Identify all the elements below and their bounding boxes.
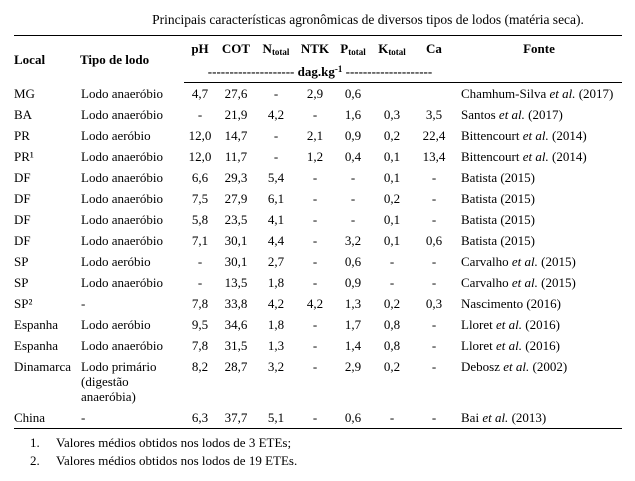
fonte-author: Chamhum-Silva	[461, 86, 550, 102]
cell-ntk: -	[312, 338, 318, 354]
table-row	[14, 356, 622, 407]
cell-fonte	[456, 209, 622, 230]
cell-local: SP	[14, 254, 29, 270]
cell-ptotal: 0,6	[344, 254, 362, 270]
fonte-author: Nascimento (2016)	[461, 296, 562, 312]
fonte-year: (2015)	[537, 254, 576, 270]
unit-dashes-left: --------------------	[207, 64, 298, 80]
cell-ca: 3,5	[425, 107, 443, 123]
cell-tipo-de-lodo: Lodo anaeróbio	[81, 85, 163, 101]
cell-ph: 12,0	[188, 149, 212, 165]
cell-ntotal: -	[273, 149, 279, 165]
cell-tipo-de-lodo: Lodo anaeróbio	[81, 275, 163, 291]
fonte-author: Carvalho	[461, 275, 512, 291]
cell-ph: 9,5	[191, 317, 209, 333]
cell-cot: 34,6	[224, 317, 248, 333]
cell-ptotal: 2,9	[344, 359, 362, 375]
cell-ntk: -	[312, 191, 318, 207]
cell-cot: 30,1	[224, 233, 248, 249]
cell-cot: 21,9	[224, 107, 248, 123]
cell-cot: 27,6	[224, 86, 248, 102]
cell-ph: 7,5	[191, 191, 209, 207]
cell-ntotal: 1,3	[267, 338, 285, 354]
fonte-author: Bittencourt	[461, 149, 523, 165]
cell-ptotal: 1,7	[344, 317, 362, 333]
cell-cot: 30,1	[224, 254, 248, 270]
fonte-year: (2013)	[508, 410, 547, 426]
cell-ph: 6,6	[191, 170, 209, 186]
cell-ntk: -	[312, 317, 318, 333]
cell-ntk: -	[312, 233, 318, 249]
cell-ktotal: 0,1	[383, 149, 401, 165]
cell-ca: -	[431, 191, 437, 207]
cell-ptotal: 0,6	[344, 410, 362, 426]
cell-local: DF	[14, 233, 31, 249]
cell-ca: -	[431, 317, 437, 333]
cell-ca: 0,6	[425, 233, 443, 249]
cell-ntotal: 4,1	[267, 212, 285, 228]
cell-local: MG	[14, 85, 35, 101]
ntotal-subscript: total	[271, 47, 290, 58]
cell-ktotal: -	[389, 275, 395, 291]
cell-cot: 14,7	[224, 128, 248, 144]
ktotal-symbol: K	[378, 41, 389, 57]
ptotal-symbol: P	[340, 41, 349, 57]
ntotal-symbol: N	[262, 41, 272, 57]
cell-ph: 6,3	[191, 410, 209, 426]
cell-ptotal: -	[350, 212, 356, 228]
cell-local: DF	[14, 191, 31, 207]
table-row	[14, 125, 622, 146]
cell-ktotal: 0,2	[383, 359, 401, 375]
cell-ktotal: 0,2	[383, 191, 401, 207]
fonte-et-al: et al.	[522, 149, 549, 165]
fonte-author: Debosz	[461, 359, 504, 375]
cell-fonte	[456, 293, 622, 314]
cell-tipo-de-lodo: Lodo primário (digestão anaeróbia)	[81, 359, 157, 405]
cell-ph: 7,1	[191, 233, 209, 249]
cell-fonte	[456, 146, 622, 167]
fonte-et-al: et al.	[549, 86, 576, 102]
fonte-et-al: et al.	[496, 338, 523, 354]
cell-fonte	[456, 335, 622, 356]
fonte-author: Batista (2015)	[461, 212, 536, 228]
cell-ca: -	[431, 212, 437, 228]
table-row	[14, 104, 622, 125]
cell-ptotal: -	[350, 170, 356, 186]
cell-ptotal: 3,2	[344, 233, 362, 249]
cell-tipo-de-lodo: Lodo aeróbio	[81, 254, 151, 270]
table-row	[14, 230, 622, 251]
cell-ktotal: 0,3	[383, 107, 401, 123]
fonte-author: Batista (2015)	[461, 233, 536, 249]
footnote-text: Valores médios obtidos nos lodos de 19 ETEs.	[56, 452, 298, 468]
cell-local: PR¹	[14, 149, 34, 165]
col-header-local: Local	[14, 51, 46, 67]
cell-cot: 11,7	[224, 149, 248, 165]
cell-ph: 5,8	[191, 212, 209, 228]
cell-ntotal: -	[273, 128, 279, 144]
cell-cot: 27,9	[224, 191, 248, 207]
table-body	[14, 83, 622, 429]
cell-ktotal: -	[389, 410, 395, 426]
cell-ph: -	[197, 107, 203, 123]
cell-local: China	[14, 410, 46, 426]
table-caption: Principais características agronômicas de diversos tipos de lodos (matéria seca).	[152, 12, 584, 27]
cell-cot: 13,5	[224, 275, 248, 291]
cell-cot: 29,3	[224, 170, 248, 186]
table-header	[14, 36, 622, 83]
fonte-et-al: et al.	[498, 107, 525, 123]
col-header-ntk: NTK	[300, 41, 330, 57]
cell-ph: 7,8	[191, 338, 209, 354]
cell-ktotal: 0,2	[383, 128, 401, 144]
col-header-ntotal	[256, 36, 296, 63]
cell-local: SP²	[14, 296, 33, 312]
col-header-tipo-de-lodo: Tipo de lodo	[80, 51, 150, 67]
cell-tipo-de-lodo: Lodo aeróbio	[81, 128, 151, 144]
cell-local: PR	[14, 128, 30, 144]
fonte-year: (2015)	[537, 275, 576, 291]
cell-ca	[412, 83, 456, 105]
cell-ca: -	[431, 254, 437, 270]
cell-ca: -	[431, 338, 437, 354]
cell-fonte	[456, 230, 622, 251]
cell-tipo-de-lodo: Lodo anaeróbio	[81, 107, 163, 123]
unit-exponent: -1	[334, 64, 343, 75]
header-row	[14, 36, 622, 63]
cell-fonte	[456, 356, 622, 407]
fonte-author: Lloret	[461, 317, 497, 333]
cell-ktotal: 0,1	[383, 170, 401, 186]
cell-ntk: -	[312, 170, 318, 186]
cell-ptotal: 1,3	[344, 296, 362, 312]
cell-tipo-de-lodo: -	[81, 410, 86, 426]
table-row	[14, 272, 622, 293]
footnote-number: 1.	[30, 435, 40, 451]
footnotes	[30, 434, 635, 469]
cell-ntotal: 5,4	[267, 170, 285, 186]
cell-ktotal: 0,8	[383, 317, 401, 333]
cell-ktotal: 0,1	[383, 233, 401, 249]
cell-cot: 37,7	[224, 410, 248, 426]
cell-cot: 28,7	[224, 359, 248, 375]
ptotal-subscript: total	[348, 47, 366, 58]
cell-ptotal: 0,4	[344, 149, 362, 165]
fonte-year: (2014)	[548, 128, 587, 144]
unit-text: dag.kg	[297, 64, 335, 80]
fonte-year: (2016)	[522, 338, 560, 354]
table-row	[14, 335, 622, 356]
table-row	[14, 251, 622, 272]
cell-ntotal: -	[273, 86, 279, 102]
ktotal-subscript: total	[388, 47, 406, 58]
fonte-author: Batista (2015)	[461, 170, 536, 186]
cell-fonte	[456, 251, 622, 272]
cell-ktotal: 0,1	[383, 212, 401, 228]
cell-local: Espanha	[14, 317, 59, 333]
cell-ca: 22,4	[422, 128, 446, 144]
cell-ptotal: 0,9	[344, 128, 362, 144]
cell-ntk: 1,2	[306, 149, 324, 165]
cell-ptotal: 0,9	[344, 275, 362, 291]
cell-ntk: -	[312, 359, 318, 375]
fonte-et-al: et al.	[496, 317, 523, 333]
cell-tipo-de-lodo: Lodo anaeróbio	[81, 338, 163, 354]
cell-ktotal: 0,2	[383, 296, 401, 312]
col-header-ptotal	[334, 36, 372, 63]
fonte-author: Carvalho	[461, 254, 512, 270]
footnote	[30, 434, 635, 452]
cell-ntotal: 4,2	[267, 107, 285, 123]
cell-ntotal: 1,8	[267, 275, 285, 291]
fonte-et-al: et al.	[511, 254, 538, 270]
cell-ntotal: 2,7	[267, 254, 285, 270]
fonte-et-al: et al.	[503, 359, 530, 375]
cell-tipo-de-lodo: -	[81, 296, 86, 312]
unit-label	[184, 62, 456, 83]
cell-fonte	[456, 272, 622, 293]
fonte-et-al: et al.	[522, 128, 549, 144]
col-header-ca: Ca	[426, 41, 442, 57]
fonte-author: Lloret	[461, 338, 497, 354]
cell-ptotal: -	[350, 191, 356, 207]
cell-ca: 13,4	[422, 149, 446, 165]
col-header-cot: COT	[221, 41, 251, 57]
cell-tipo-de-lodo: Lodo anaeróbio	[81, 191, 163, 207]
fonte-author: Bittencourt	[461, 128, 523, 144]
cell-ca: -	[431, 170, 437, 186]
cell-cot: 23,5	[224, 212, 248, 228]
cell-tipo-de-lodo: Lodo anaeróbio	[81, 212, 163, 228]
cell-ntk: 2,1	[306, 128, 324, 144]
cell-ca: -	[431, 359, 437, 375]
table-row	[14, 146, 622, 167]
fonte-year: (2014)	[548, 149, 587, 165]
unit-row-spacer	[456, 62, 622, 83]
cell-ntk: 4,2	[306, 296, 324, 312]
cell-local: Dinamarca	[14, 359, 72, 375]
col-header-ktotal	[372, 36, 412, 63]
cell-ptotal: 1,4	[344, 338, 362, 354]
fonte-author: Bai	[461, 410, 483, 426]
fonte-year: (2017)	[575, 86, 614, 102]
cell-ntk: -	[312, 410, 318, 426]
fonte-year: (2002)	[529, 359, 568, 375]
table-row	[14, 188, 622, 209]
cell-ph: 12,0	[188, 128, 212, 144]
cell-local: DF	[14, 170, 31, 186]
cell-ptotal: 0,6	[344, 86, 362, 102]
cell-local: BA	[14, 107, 33, 123]
fonte-author: Batista (2015)	[461, 191, 536, 207]
cell-ntk: 2,9	[306, 86, 324, 102]
cell-fonte	[456, 83, 622, 105]
table-row	[14, 314, 622, 335]
cell-ca: -	[431, 410, 437, 426]
cell-fonte	[456, 188, 622, 209]
cell-ntotal: 1,8	[267, 317, 285, 333]
fonte-year: (2017)	[524, 107, 563, 123]
cell-fonte	[456, 407, 622, 429]
fonte-et-al: et al.	[511, 275, 538, 291]
cell-ntotal: 4,4	[267, 233, 285, 249]
cell-ph: 8,2	[191, 359, 209, 375]
cell-ntk: -	[312, 254, 318, 270]
cell-tipo-de-lodo: Lodo aeróbio	[81, 317, 151, 333]
col-header-ph: pH	[191, 41, 209, 57]
cell-ntk: -	[312, 212, 318, 228]
footnote-number: 2.	[30, 452, 40, 468]
cell-ptotal: 1,6	[344, 107, 362, 123]
table-row	[14, 293, 622, 314]
cell-ktotal: -	[389, 254, 395, 270]
cell-ntk: -	[312, 107, 318, 123]
cell-fonte	[456, 167, 622, 188]
fonte-year: (2016)	[522, 317, 560, 333]
cell-fonte	[456, 314, 622, 335]
cell-tipo-de-lodo: Lodo anaeróbio	[81, 149, 163, 165]
agronomic-characteristics-table	[14, 35, 622, 429]
cell-ph: 4,7	[191, 86, 209, 102]
table-row	[14, 209, 622, 230]
col-header-fonte: Fonte	[523, 41, 555, 57]
cell-tipo-de-lodo: Lodo anaeróbio	[81, 170, 163, 186]
fonte-author: Santos	[461, 107, 499, 123]
cell-fonte	[456, 125, 622, 146]
cell-ntotal: 5,1	[267, 410, 285, 426]
cell-local: SP	[14, 275, 29, 291]
fonte-et-al: et al.	[482, 410, 509, 426]
cell-ntotal: 4,2	[267, 296, 285, 312]
cell-local: Espanha	[14, 338, 59, 354]
table-row	[14, 83, 622, 105]
cell-ca: -	[431, 275, 437, 291]
cell-local: DF	[14, 212, 31, 228]
cell-ca: 0,3	[425, 296, 443, 312]
table-row	[14, 167, 622, 188]
cell-ktotal	[372, 83, 412, 105]
cell-ktotal: 0,8	[383, 338, 401, 354]
table-row	[14, 407, 622, 429]
cell-cot: 33,8	[224, 296, 248, 312]
cell-cot: 31,5	[224, 338, 248, 354]
cell-tipo-de-lodo: Lodo anaeróbio	[81, 233, 163, 249]
cell-ph: 7,8	[191, 296, 209, 312]
unit-dashes-right: --------------------	[342, 64, 433, 80]
cell-ntotal: 3,2	[267, 359, 285, 375]
cell-ntotal: 6,1	[267, 191, 285, 207]
cell-ntk: -	[312, 275, 318, 291]
cell-fonte	[456, 104, 622, 125]
cell-ph: -	[197, 254, 203, 270]
cell-ph: -	[197, 275, 203, 291]
footnote-text: Valores médios obtidos nos lodos de 3 ETEs;	[56, 435, 292, 451]
footnote	[30, 452, 635, 470]
